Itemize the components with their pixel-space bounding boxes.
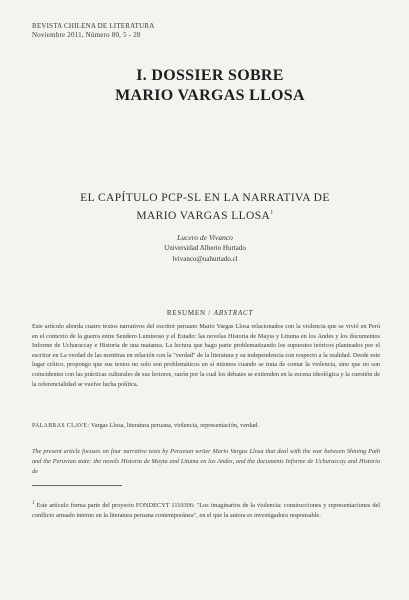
article-title-line2-text: MARIO VARGAS LLOSA: [136, 209, 271, 222]
keywords: [32, 421, 380, 432]
author-name: Lucero de Vivanco: [177, 233, 233, 242]
resumen-text: Este artículo aborda cuatro textos narrativos del escritor peruano Mario Vargas Llosa relacionados con la violencia que se vivió en Perú en el contexto de la guerra entre Sendero Luminoso y el Estado: las novelas Historia de Mayta y Lituma en los Andes y los documentos Informe de Uchuraccay e Historia de una matanza. La lectura que hago parte problematizando los supuestos teóricos planteados por el escritor en La verdad de las mentiras en relación con la "verdad" de la literatura y su independencia con respecto a la realidad. Desde este lugar crítico, propongo que sus textos no solo son problemáticos en sí mismos cuando se trata de contar la violencia, sino que no son coincidentes con las prácticas culturales de sus lectores, razón por la cual los debates se extienden en la escena ideológica y la cuestión de la referencialidad se vuelve lucha política.: [32, 323, 380, 388]
english-abstract: The present article focuses on four narrative texts by Peruvian writer Mario Vargas Llosa that deal with the war between Shining Path and the Peruvian state: the novels Historia de Mayta and Lituma en los Andes, and the documents Informe de Uchuraccay and Historia de: [32, 448, 380, 475]
resumen-heading: [60, 309, 360, 317]
journal-header: [32, 22, 154, 40]
article-title-line2: [30, 206, 380, 224]
dossier-title-line1: I. DOSSIER SOBRE: [136, 67, 284, 84]
dossier-title: [60, 66, 360, 106]
article-title-line1: EL CAPÍTULO PCP-SL EN LA NARRATIVA DE: [80, 192, 330, 204]
footnote: [32, 499, 380, 520]
article-title: [30, 191, 380, 224]
keywords-text: Vargas Llosa, literatura peruana, violencia, representación, verdad.: [90, 422, 259, 429]
footnote-reference[interactable]: 1: [270, 210, 274, 216]
keywords-label: PALABRAS CLAVE:: [32, 423, 90, 429]
author-affiliation: Universidad Alberto Hurtado: [164, 244, 246, 252]
dossier-title-line2: MARIO VARGAS LLOSA: [115, 87, 305, 104]
author-block: [90, 232, 320, 265]
author-email[interactable]: lvivanco@uahurtado.cl: [172, 255, 238, 263]
footnote-mark: 1: [32, 501, 35, 506]
footnote-divider: [32, 485, 122, 486]
journal-name: REVISTA CHILENA DE LITERATURA: [32, 22, 155, 30]
abstract-label: ABSTRACT: [213, 309, 254, 317]
resumen-label: RESUMEN /: [166, 309, 212, 317]
footnote-text: Este artículo forma parte del proyecto FONDECYT 1110306: "Los imaginarios de la violencia: construcciones y representaciones del conflicto armado interno en la literatura peruana contemporánea", en el que la autora es investigadora responsable.: [32, 502, 381, 519]
journal-issue: Noviembre 2011, Número 80, 5 - 28: [32, 31, 141, 39]
